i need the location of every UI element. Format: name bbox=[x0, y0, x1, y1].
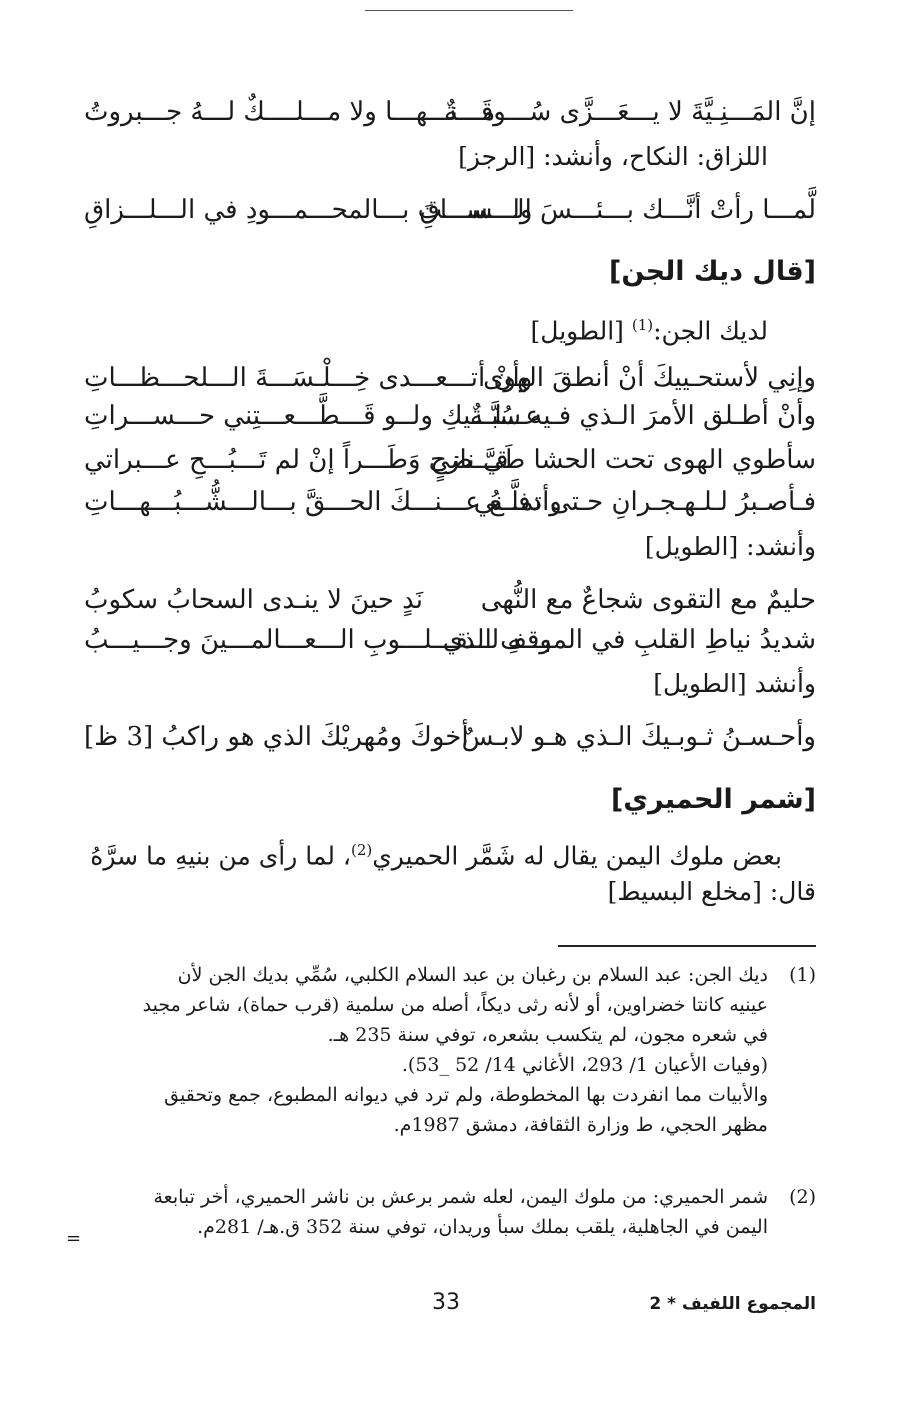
footnote-line: ديك الجن: عبد السلام بن رغبان بن عبد السلام الكلبي، سُمِّي بديك الجن لأن bbox=[177, 964, 768, 986]
verse-hemistich-left: وأدفــعُ عـــنـــكَ الحـــقَّ بـــالـــشُّـــبُـــهـــاتِ bbox=[84, 487, 562, 517]
verse-hemistich-left: بـــهِ لـــقـــلـــوبِ الـــعـــالمـــينَ وجـــيـــبُ bbox=[84, 625, 552, 655]
footnote-line: في شعره مجون، لم يتكسب بشعره، توفي سنة 235 هـ. bbox=[327, 1024, 768, 1046]
intro-text: لديك الجن: bbox=[653, 316, 768, 346]
verse-hemistich-right: سأطوي الهوى تحت الحشا طَيَّ نازحٍ bbox=[430, 445, 816, 475]
body-paragraph bbox=[90, 830, 782, 876]
section-heading: [قال ديك الجن] bbox=[608, 256, 816, 287]
verse-hemistich-left: مـــنـــهـــا ولا مـــلــــكٌ لـــهُ جـــبروتُ bbox=[84, 97, 496, 127]
section-intro bbox=[531, 305, 768, 351]
footnote-line: والأبيات مما انفردت بها المخطوطة، ولم ترد في ديوانه المطبوع، جمع وتحقيق bbox=[164, 1084, 768, 1106]
verse-hemistich-right: وإنِي لأستحـييكَ أنْ أنطقَ الهوى bbox=[483, 363, 816, 393]
meter-intro: وأنشد: [الطويل] bbox=[644, 532, 816, 561]
verse-hemistich-left: نَدٍ حينَ لا ينـدى السحابُ سكوبُ bbox=[84, 585, 424, 615]
footnote-number: (2) bbox=[789, 1186, 816, 1208]
meter-intro: وأنشد [الطويل] bbox=[653, 669, 816, 698]
verse-hemistich-left: ولـــســـتَ بـــالمحـــمـــودِ في الـــلـــزاقِ bbox=[84, 195, 533, 225]
footnote-ref: (2) bbox=[350, 841, 373, 859]
verse-hemistich-right: حليمٌ مع التقوى شجاعٌ مع النُّهى bbox=[480, 585, 816, 615]
page-number: 33 bbox=[432, 1290, 460, 1315]
verse-hemistich-left: عـــلـــيكِ ولــو قَـــطَّـــعـــتِني حـــســـراتِ bbox=[84, 401, 541, 431]
paragraph-text: ، لما رأى من بنيهِ ما سرَّهُ bbox=[90, 841, 351, 871]
verse-hemistich-left: قـــضى وَطَـــراً إنْ لم تَـــبُـــحِ عـــبراتي bbox=[84, 445, 509, 475]
verse-hemistich-right: شديدُ نياطِ القلبِ في الموقف الذي bbox=[442, 625, 816, 655]
top-rule bbox=[365, 10, 573, 11]
verse-hemistich-right: وأحـسـنُ ثـوبـيكَ الـذي هـو لابـسٌ bbox=[461, 722, 816, 752]
verse-hemistich-right: لَّمـــا رأتْ أنَّـــك بـــئـــسَ الـــســـاقِ bbox=[419, 195, 816, 225]
footnote bbox=[84, 960, 816, 1140]
intro-meter: [الطويل] bbox=[530, 316, 632, 346]
meter-intro: اللزاق: النكاح، وأنشد: [الرجز] bbox=[458, 142, 768, 171]
book-label: المجموع اللفيف * 2 bbox=[649, 1294, 816, 1314]
footnote bbox=[84, 1182, 816, 1242]
footnote-line: شمر الحميري: من ملوك اليمن، لعله شمر برعش بن ناشر الحميري، أخر تبابعة bbox=[153, 1186, 768, 1208]
meter-intro: قال: [مخلع البسيط] bbox=[607, 877, 816, 906]
margin-mark: = bbox=[66, 1228, 82, 1249]
verse-hemistich-right: إنَّ المَـــنِـيَّةَ لا يـــعَـــزَّى سُـــوقَـــةٌ bbox=[444, 97, 816, 127]
verse-hemistich-left: أخوكَ ومُهريْكَ الذي هو راكبُ [3 ظ] bbox=[84, 722, 469, 752]
footnote-number: (1) bbox=[789, 964, 816, 986]
footnote-line: عينيه كانتا خضراوين، أو لأنه رثى ديكاً، أصله من سلمية (قرب حماة)، شاعر مجيد bbox=[142, 994, 768, 1016]
section-heading: [شمر الحميري] bbox=[610, 784, 816, 815]
paragraph-text: بعض ملوك اليمن يقال له شَمَّر الحميري bbox=[372, 841, 782, 871]
footnote-line: (وفيات الأعيان 1/ 293، الأغاني 14/ 52 _53). bbox=[401, 1054, 768, 1076]
footnote-ref: (1) bbox=[631, 316, 654, 334]
footnote-separator bbox=[558, 945, 816, 947]
verse-hemistich-right: فـأصـبرُ لـلـهـجـرانِ حـتى تملَّـني bbox=[473, 487, 816, 517]
footnote-line: مظهر الحجي، ط وزارة الثقافة، دمشق 1987م. bbox=[393, 1114, 768, 1136]
verse-hemistich-right: وأنْ أطـلق الأمرَ الـذي فـيه سُبَّـةٌ bbox=[469, 401, 816, 431]
verse-hemistich-left: وأنْ أتـــعـــدى خِـــلْـسَـــةَ الـــلحـــظـــاتِ bbox=[84, 363, 533, 393]
footnote-line: اليمن في الجاهلية، يلقب بملك سبأ وريدان، توفي سنة 352 ق.هـ/ 281م. bbox=[197, 1216, 768, 1238]
